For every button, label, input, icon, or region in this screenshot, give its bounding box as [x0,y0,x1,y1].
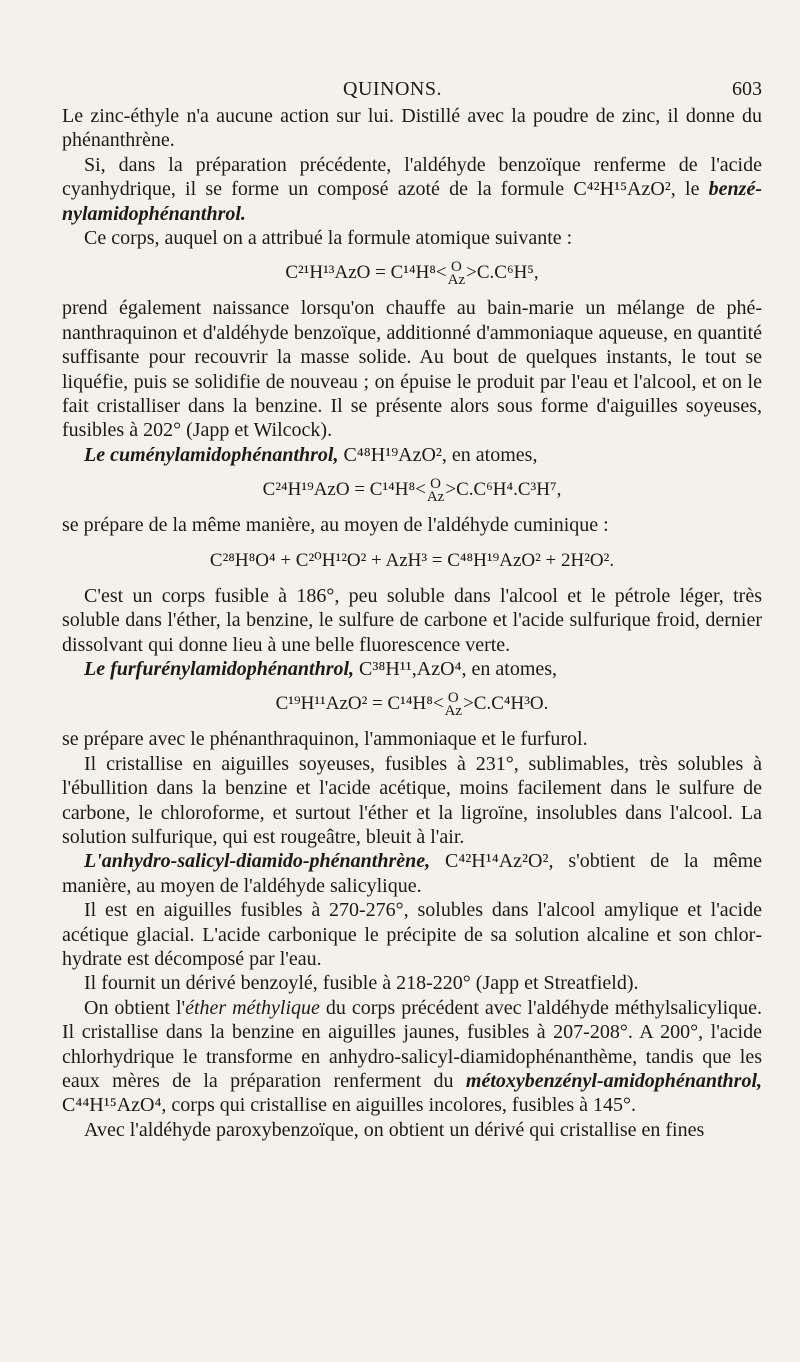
paragraph: Ce corps, auquel on a attribué la formule atomique suivante : [84,227,573,250]
running-title: QUINONS. [343,78,442,100]
formula: C¹⁹H¹¹AzO² = C¹⁴H⁸< O Az >C.C⁴H³O. [275,689,549,719]
paragraph: prend également naissance lorsqu'on chauffe au bain-marie un mélange de phénanthraquinon et d'aldéhyde benzoïque, additionné d'ammoniaque aqueuse, en quantité suffisante pour recouvrir la masse solide. Au bout de quelques instants, le tout se liquéfie, puis se solidifie de nouveau ; on épuise le produit par l'eau et l'alcool, et on le fait cristalliser dans la benzine. Il se présente alors sous forme d'aiguilles soyeuses, fusibles à 202° (Japp et Wilcock). [62,297,762,442]
paragraph: Le furfurénylamidophénanthrol, C³⁸H¹¹,AzO⁴, en atomes, [84,657,558,680]
compound-name: Le cuménylamidophénanthrol, [84,443,339,466]
paragraph: L'anhydro-salicyl-diamido-phénanthrène, C⁴²H¹⁴Az²O², s'obtient de la même manière, au moyen de l'aldéhyde salicylique. [62,850,762,897]
compound-name: éther méthylique [185,996,320,1019]
page-header [0,78,800,102]
formula: C²¹H¹³AzO = C¹⁴H⁸< O Az >C.C⁶H⁵, [285,259,539,289]
paragraph: Si, dans la préparation précédente, l'aldéhyde benzoïque renferme de l'acide cyanhydrique, il se forme un composé azoté de la formule C⁴²H¹⁵AzO², le benzénylamidophénanthrol. [62,153,763,225]
paragraph: Il fournit un dérivé benzoylé, fusible à 218-220° (Japp et Streatfield). [84,972,639,995]
formula: C²⁴H¹⁹AzO = C¹⁴H⁸< O Az >C.C⁶H⁴.C³H⁷, [262,475,562,505]
paragraph: Avec l'aldéhyde paroxybenzoïque, on obtient un dérivé qui cristallise en fines [84,1118,705,1141]
paragraph: Il est en aiguilles fusibles à 270-276°, solubles dans l'alcool amylique et l'acide acétique glacial. L'acide carbonique le précipite de sa solution alcaline et son chlorhydrate est décomposé par l'eau. [62,899,762,970]
paragraph: Le zinc-éthyle n'a aucune action sur lui. Distillé avec la poudre de zinc, il donne du phénanthrène. [62,105,762,152]
paragraph: C'est un corps fusible à 186°, peu soluble dans l'alcool et le pétrole léger, très soluble dans l'éther, la benzine, le sulfure de carbone et l'acide sulfurique froid, dernier dissolvant qui donne lieu à une belle fluorescence verte. [62,584,762,656]
compound-name: Le furfurénylamidophénanthrol, [84,657,355,680]
paragraph: Le cuménylamidophénanthrol, C⁴⁸H¹⁹AzO², en atomes, [84,443,538,466]
page-number: 603 [732,78,762,100]
compound-name: métoxybenzényl-amidophénanthrol, [465,1070,763,1092]
compound-name: L'anhydro-salicyl-diamido-phénanthrène, [84,850,431,873]
equation: C²⁸H⁸O⁴ + C²⁰H¹²O² + AzH³ = C⁴⁸H¹⁹AzO² + 2H²O². [209,549,615,571]
body-text [62,104,762,1142]
paragraph: Il cristallise en aiguilles soyeuses, fusibles à 231°, sublimables, très solubles à l'ébullition dans la benzine et l'acide acétique, moins facilement dans le sulfure de carbone, le chloroforme, et surtout l'éther et la ligroïne, insolubles dans l'alcool. La solution sulfurique, qui est rougeâtre, bleuit à l'air. [62,752,762,848]
paragraph: se prépare de la même manière, au moyen de l'aldéhyde cuminique : [62,514,609,537]
paragraph: se prépare avec le phénanthraquinon, l'ammoniaque et le furfurol. [62,728,588,751]
compound-name: benzénylamidophénanthrol. [62,178,763,225]
paragraph: On obtient l'éther méthylique du corps précédent avec l'aldéhyde méthylsalicylique. Il cristallise dans la benzine en aiguilles jaunes, fusibles à 207-208°. A 200°, l'acide chlorhydrique le transforme en anhydro-salicyl-diamidophénanthème, tandis que les eaux mères de la préparation renferment du métoxybenzényl-amidophénanthrol, C⁴⁴H¹⁵AzO⁴, corps qui cristallise en aiguilles incolores, fusibles à 145°. [62,996,763,1117]
